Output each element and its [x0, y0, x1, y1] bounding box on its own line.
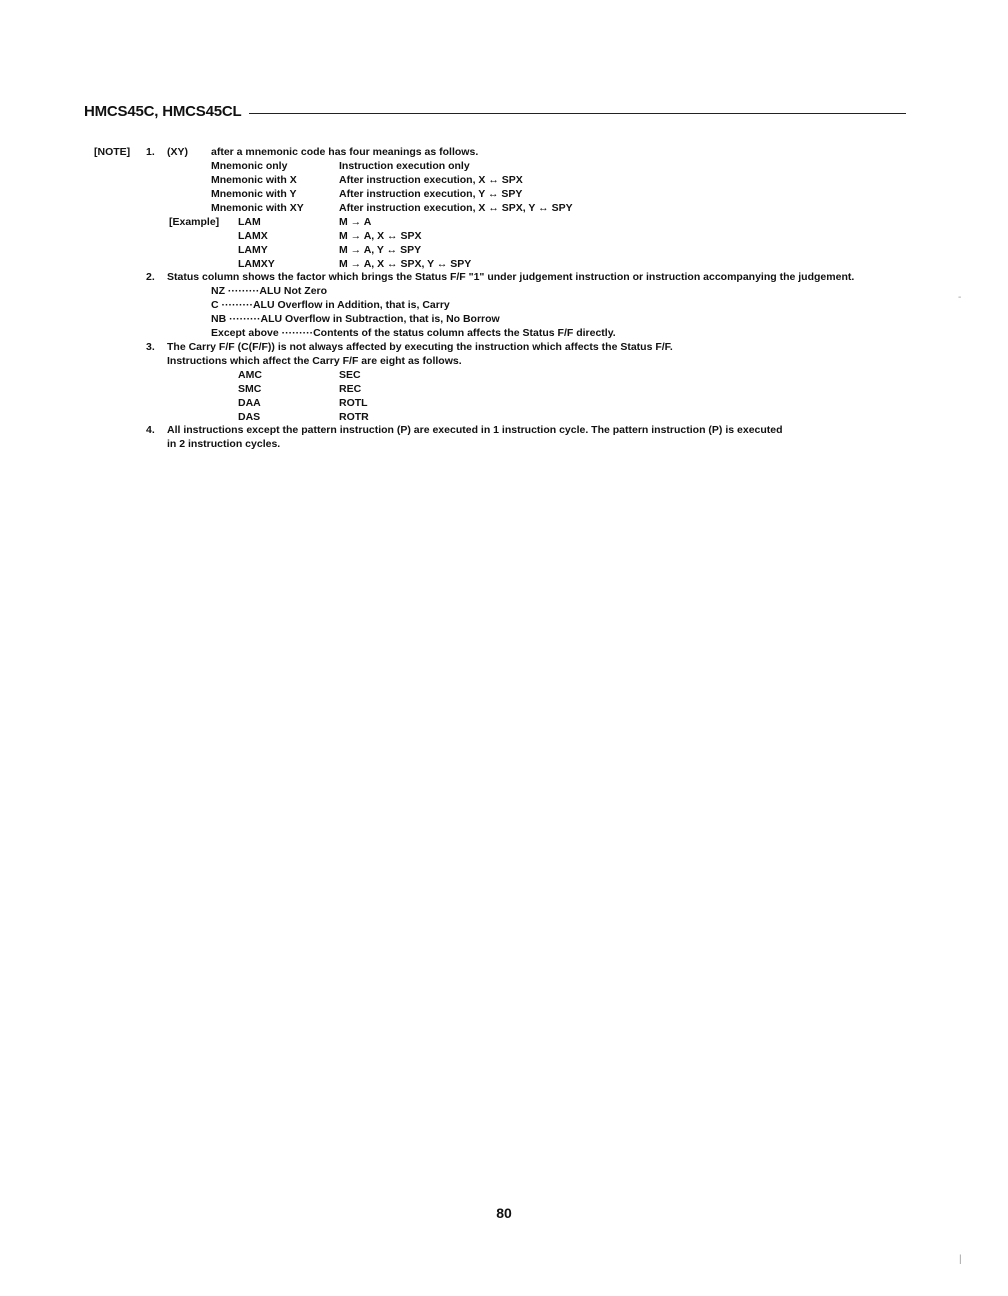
carry-instruction: SEC [339, 369, 361, 381]
example-label: [Example] [169, 216, 220, 228]
page-header [84, 103, 906, 120]
carry-instruction: DAS [238, 411, 261, 423]
status-item: NZ ·········ALU Not Zero [211, 285, 328, 297]
example-mnemonic: LAM [238, 216, 261, 228]
status-item: NB ·········ALU Overflow in Subtraction, that is, No Borrow [211, 313, 500, 325]
note-4-line2: in 2 instruction cycles. [167, 438, 281, 450]
scan-artifact: | [959, 1254, 962, 1265]
carry-instruction: SMC [238, 383, 262, 395]
note-3-line2: Instructions which affect the Carry F/F are eight as follows. [167, 355, 462, 367]
note-1-number: 1. [146, 146, 155, 158]
example-effect: M → A, X ↔ SPX [339, 230, 422, 242]
document-title: HMCS45C, HMCS45CL [84, 103, 242, 120]
carry-instruction: ROTR [339, 411, 369, 423]
carry-instruction: AMC [238, 369, 262, 381]
example-mnemonic: LAMXY [238, 258, 275, 270]
meaning-left: Mnemonic with XY [211, 202, 304, 214]
note-4-line1: All instructions except the pattern instruction (P) are executed in 1 instruction cycle. The pattern instruction (P) is executed [167, 424, 783, 436]
meaning-right: Instruction execution only [339, 160, 470, 172]
page-number: 80 [496, 1205, 512, 1221]
example-mnemonic: LAMX [238, 230, 268, 242]
carry-instruction: REC [339, 383, 362, 395]
example-mnemonic: LAMY [238, 244, 268, 256]
status-item: C ·········ALU Overflow in Addition, that is, Carry [211, 299, 450, 311]
meaning-right: After instruction execution, X ↔ SPX [339, 174, 523, 186]
meaning-right: After instruction execution, Y ↔ SPY [339, 188, 523, 200]
example-effect: M → A [339, 216, 372, 228]
note-1-intro: after a mnemonic code has four meanings as follows. [211, 146, 479, 158]
status-item: Except above ·········Contents of the status column affects the Status F/F directly. [211, 327, 616, 339]
meaning-left: Mnemonic with Y [211, 188, 297, 200]
example-effect: M → A, Y ↔ SPY [339, 244, 422, 256]
meaning-left: Mnemonic only [211, 160, 288, 172]
note-tag: [NOTE] [94, 146, 131, 158]
scan-artifact: - [958, 292, 962, 303]
note-3-number: 3. [146, 341, 155, 353]
carry-instruction: ROTL [339, 397, 368, 409]
note-1-label: (XY) [167, 146, 188, 158]
note-2-number: 2. [146, 271, 155, 283]
meaning-left: Mnemonic with X [211, 174, 297, 186]
example-effect: M → A, X ↔ SPX, Y ↔ SPY [339, 258, 472, 270]
header-rule [249, 113, 906, 114]
carry-instruction: DAA [238, 397, 261, 409]
meaning-right: After instruction execution, X ↔ SPX, Y ↔ SPY [339, 202, 573, 214]
note-3-line1: The Carry F/F (C(F/F)) is not always affected by executing the instruction which affects the Status F/F. [167, 341, 673, 353]
note-2-text: Status column shows the factor which brings the Status F/F "1" under judgement instruction or instruction accompanying the judgement. [167, 271, 855, 283]
note-4-number: 4. [146, 424, 155, 436]
